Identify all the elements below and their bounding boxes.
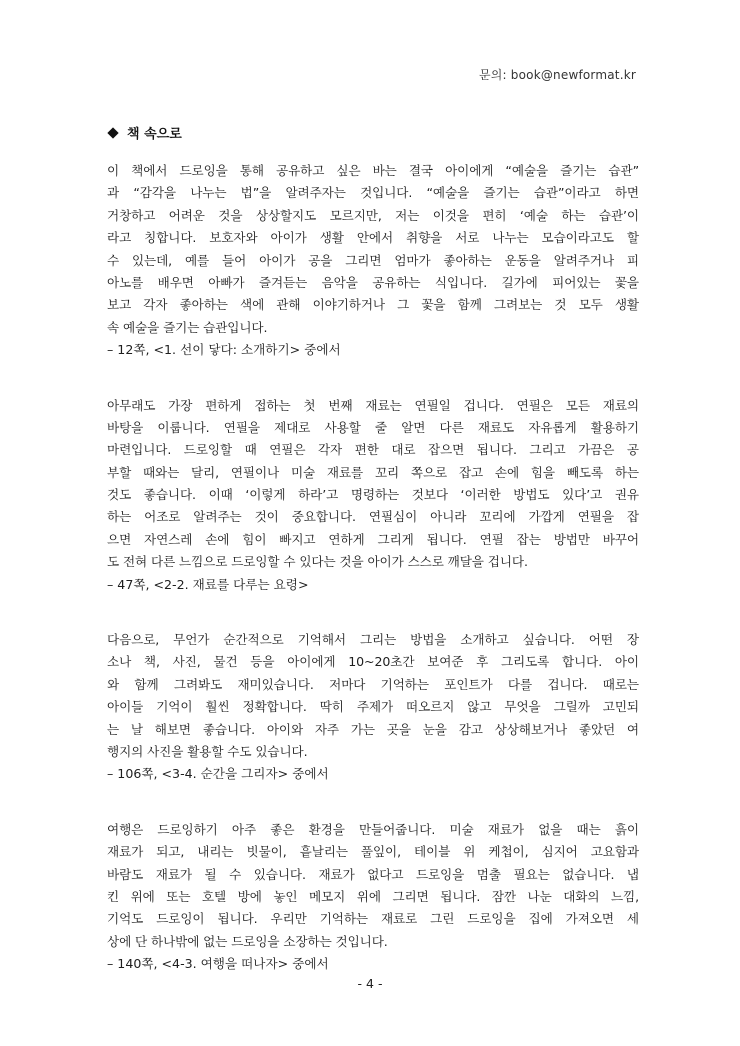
excerpt-line: 거창하고 어려운 것을 상상할지도 모르지만, 저는 이것을 편히 ‘예술 하는 습관’이 — [107, 207, 639, 223]
excerpt-line: 는 날 해보면 좋습니다. 아이와 자주 가는 곳을 눈을 감고 상상해보거나 좋았던 여 — [107, 721, 639, 737]
excerpt-line: 아이들 기억이 훨씬 정확합니다. 딱히 주제가 떠오르지 않고 무엇을 그릴까 고민되 — [107, 699, 639, 715]
excerpt-1 — [107, 160, 639, 362]
page-number: - 4 - — [357, 976, 383, 991]
excerpt-source: – 106쪽, <3-4. 순간을 그리자> 중에서 — [107, 766, 329, 782]
section-title: 책 속으로 — [127, 127, 182, 142]
contact-email: 문의: book@newformat.kr — [478, 68, 636, 82]
excerpt-line: 하는 어조로 알려주는 것이 중요합니다. 연필심이 아니라 꼬리에 가깝게 연필을 잡 — [107, 509, 639, 525]
excerpt-line: 수 있는데, 예를 들어 아이가 공을 그리면 엄마가 좋아하는 운동을 알려주거나 피 — [107, 252, 639, 268]
excerpt-line: 도 전혀 다른 느낌으로 드로잉할 수 있다는 것을 아이가 스스로 깨달을 겁니다. — [107, 554, 528, 570]
excerpt-line: 으면 자연스레 손에 힘이 빠지고 연하게 그리게 됩니다. 연필 잡는 방법만 바꾸어 — [107, 531, 639, 547]
excerpt-line: 바탕을 이룹니다. 연필을 제대로 사용할 줄 알면 다른 재료도 자유롭게 활용하기 — [107, 419, 639, 435]
excerpt-source: – 47쪽, <2-2. 재료를 다루는 요령> — [107, 576, 309, 592]
excerpt-line: 다음으로, 무언가 순간적으로 기억해서 그리는 방법을 소개하고 싶습니다. 어떤 장 — [107, 632, 639, 648]
excerpt-line: 마련입니다. 드로잉할 때 연필은 각자 편한 대로 잡으면 됩니다. 그리고 가끔은 공 — [107, 442, 639, 458]
excerpt-line: 킨 위에 또는 호텔 방에 놓인 메모지 위에 그리면 됩니다. 잠깐 나눈 대화의 느낌, — [107, 888, 639, 904]
section-heading — [107, 123, 182, 142]
excerpt-2 — [107, 395, 639, 597]
excerpt-line: 라고 칭합니다. 보호자와 아이가 생활 안에서 취향을 서로 나누는 모습이라고도 할 — [107, 230, 639, 246]
excerpt-line: 기억도 드로잉이 됩니다. 우리만 기억하는 재료로 그린 드로잉을 집에 가져오면 세 — [107, 911, 639, 927]
diamond-bullet-icon — [107, 127, 118, 138]
excerpt-list — [107, 160, 639, 1009]
excerpt-line: 이 책에서 드로잉을 통해 공유하고 싶은 바는 결국 아이에게 “예술을 즐기는 습관” — [107, 163, 639, 178]
excerpt-line: 바람도 재료가 될 수 있습니다. 재료가 없다고 드로잉을 멈출 필요는 없습니다. 냅 — [107, 866, 639, 882]
excerpt-line: 와 함께 그려봐도 재미있습니다. 저마다 기억하는 포인트가 다를 겁니다. 때로는 — [107, 676, 639, 692]
excerpt-line: 과 “감각을 나누는 법”을 알려주자는 것입니다. “예술을 즐기는 습관”이라고 하면 — [107, 185, 639, 201]
excerpt-line: 속 예술을 즐기는 습관입니다. — [107, 319, 268, 335]
excerpt-line: 아무래도 가장 편하게 접하는 첫 번째 재료는 연필일 겁니다. 연필은 모든 재료의 — [107, 397, 639, 413]
excerpt-3 — [107, 629, 639, 786]
excerpt-line: 것도 좋습니다. 이때 ‘이렇게 하라’고 명령하는 것보다 ‘이러한 방법도 있다’고 권유 — [107, 487, 639, 503]
excerpt-line: 소나 책, 사진, 물건 등을 아이에게 10~20초간 보여준 후 그리도록 합니다. 아이 — [107, 654, 639, 670]
excerpt-line: 부할 때와는 달리, 연필이나 미술 재료를 꼬리 쪽으로 잡고 손에 힘을 빼도록 하는 — [107, 464, 639, 480]
excerpt-line: 상에 단 하나밖에 없는 드로잉을 소장하는 것입니다. — [107, 933, 388, 949]
excerpt-4 — [107, 819, 639, 976]
excerpt-line: 여행은 드로잉하기 아주 좋은 환경을 만들어줍니다. 미술 재료가 없을 때는 흙이 — [107, 821, 639, 837]
excerpt-line: 행지의 사진을 활용할 수도 있습니다. — [107, 743, 308, 759]
excerpt-line: 재료가 되고, 내리는 빗물이, 흩날리는 풀잎이, 테이블 위 케첩이, 심지어 고요함과 — [107, 844, 639, 860]
excerpt-line: 아노를 배우면 아빠가 즐겨듣는 음악을 공유하는 식입니다. 길가에 피어있는 꽃을 — [107, 274, 639, 290]
excerpt-source: – 140쪽, <4-3. 여행을 떠나자> 중에서 — [107, 956, 329, 972]
excerpt-line: 보고 각자 좋아하는 색에 관해 이야기하거나 그 꽃을 함께 그려보는 것 모두 생활 — [107, 297, 639, 313]
excerpt-source: – 12쪽, <1. 선이 닿다: 소개하기> 중에서 — [107, 342, 341, 358]
